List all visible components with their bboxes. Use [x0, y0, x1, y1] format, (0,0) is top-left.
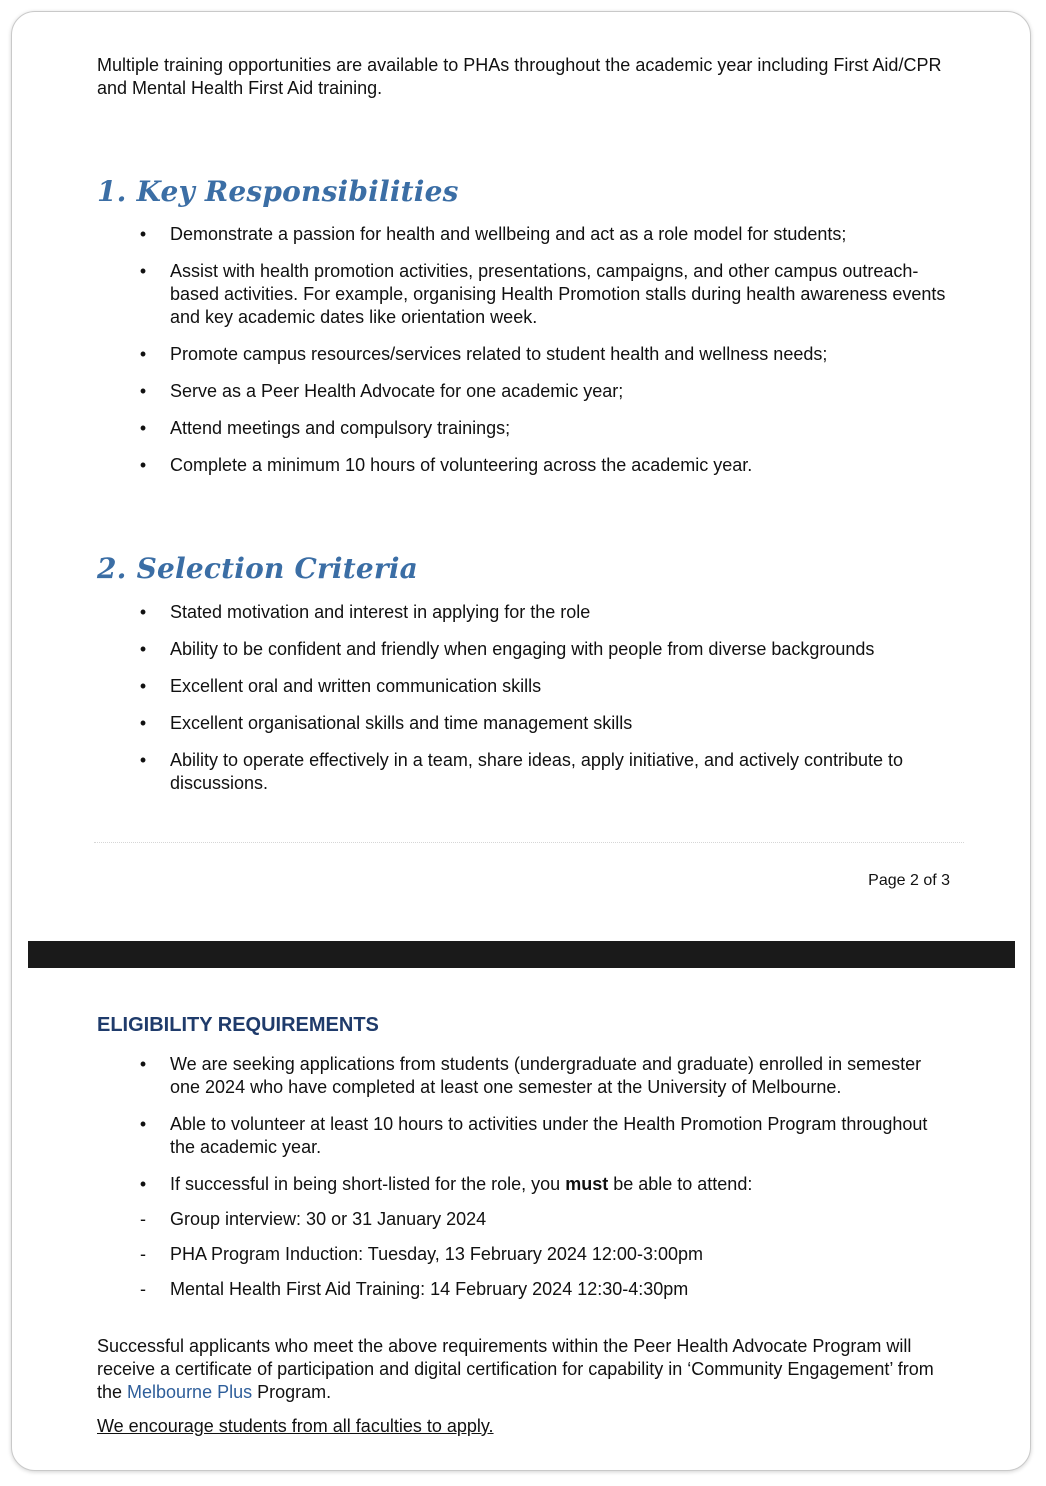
emphasis-must: must: [565, 1174, 609, 1194]
bullet-icon: •: [139, 344, 147, 364]
encourage-note: We encourage students from all faculties to apply.: [97, 1416, 494, 1436]
dash-icon: -: [140, 1209, 146, 1229]
dash-icon: -: [140, 1279, 146, 1299]
eligibility-heading: ELIGIBILITY REQUIREMENTS: [97, 1014, 379, 1036]
list-item: - PHA Program Induction: Tuesday, 13 February 2024 12:00-3:00pm: [97, 1243, 947, 1266]
melbourne-plus-link[interactable]: Melbourne Plus: [127, 1382, 253, 1402]
list-item: • If successful in being short-listed for the role, you must be able to attend:: [97, 1173, 947, 1196]
bullet-icon: •: [139, 602, 147, 622]
list-item: • Demonstrate a passion for health and wellbeing and act as a role model for students;: [97, 223, 947, 246]
list-item: - Group interview: 30 or 31 January 2024: [97, 1208, 947, 1231]
list-item: - Mental Health First Aid Training: 14 February 2024 12:30-4:30pm: [97, 1278, 947, 1301]
intro-paragraph: Multiple training opportunities are available to PHAs throughout the academic year including First Aid/CPR and Mental Health First Aid training.: [97, 55, 942, 98]
responsibilities-list: [97, 223, 947, 477]
page-break-bar: [28, 941, 1015, 968]
bullet-icon: •: [139, 418, 147, 438]
list-item: • Excellent oral and written communication skills: [97, 675, 947, 698]
dash-icon: -: [140, 1244, 146, 1264]
bullet-icon: •: [139, 224, 147, 244]
list-item: • We are seeking applications from students (undergraduate and graduate) enrolled in semester one 2024 who have completed at least one semester at the University of Melbourne.: [97, 1053, 947, 1099]
bullet-icon: •: [139, 455, 147, 475]
footer-divider: [94, 842, 964, 843]
page-number: Page 2 of 3: [868, 872, 950, 889]
bullet-icon: •: [139, 713, 147, 733]
bullet-icon: •: [139, 261, 147, 281]
bullet-icon: •: [139, 1054, 147, 1074]
bullet-icon: •: [139, 639, 147, 659]
list-item: • Ability to operate effectively in a team, share ideas, apply initiative, and actively contribute to discussions.: [97, 749, 947, 795]
bullet-icon: •: [139, 381, 147, 401]
list-item: • Able to volunteer at least 10 hours to activities under the Health Promotion Program throughout the academic year.: [97, 1113, 947, 1159]
section-heading-selection-criteria: 2. Selection Criteria: [97, 552, 419, 585]
list-item: • Ability to be confident and friendly when engaging with people from diverse backgrounds: [97, 638, 947, 661]
list-item: • Promote campus resources/services related to student health and wellness needs;: [97, 343, 947, 366]
bullet-icon: •: [139, 676, 147, 696]
closing-paragraph: Successful applicants who meet the above requirements within the Peer Health Advocate Program will receive a certificate of participation and digital certification for capability in ‘Community Engagement’ from the Melbourne Plus Program.: [97, 1336, 934, 1402]
document-page: [11, 11, 1031, 1471]
selection-criteria-list: [97, 601, 947, 795]
list-item: • Serve as a Peer Health Advocate for one academic year;: [97, 380, 947, 403]
bullet-icon: •: [139, 750, 147, 770]
list-item: • Assist with health promotion activities, presentations, campaigns, and other campus outreach-based activities. For example, organising Health Promotion stalls during health awareness events and key academic dates like orientation week.: [97, 260, 947, 329]
list-item: • Excellent organisational skills and time management skills: [97, 712, 947, 735]
list-item: • Stated motivation and interest in applying for the role: [97, 601, 947, 624]
list-item: • Attend meetings and compulsory trainings;: [97, 417, 947, 440]
section-heading-key-responsibilities: 1. Key Responsibilities: [97, 175, 459, 208]
eligibility-list: [97, 1053, 947, 1301]
bullet-icon: •: [139, 1174, 147, 1194]
list-item: • Complete a minimum 10 hours of volunteering across the academic year.: [97, 454, 947, 477]
bullet-icon: •: [139, 1114, 147, 1134]
